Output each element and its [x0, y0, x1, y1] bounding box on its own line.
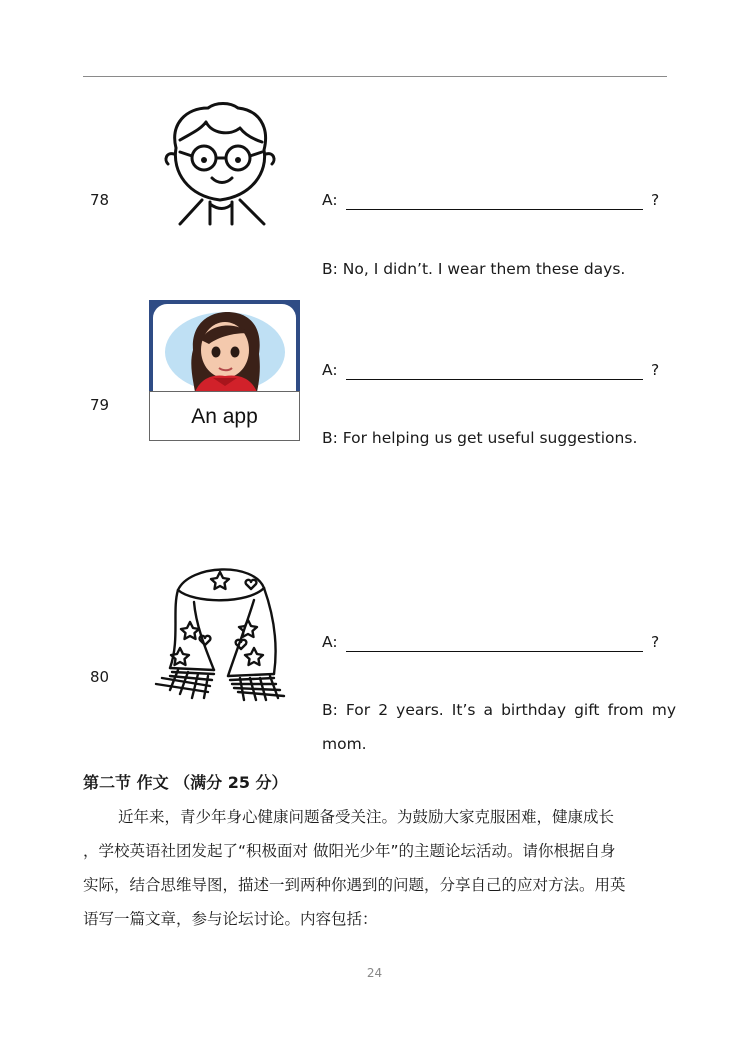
section-heading: 第二节 作文 （满分 25 分）: [83, 773, 288, 792]
answer-a-label: A:: [322, 191, 338, 209]
paragraph-line: 语写一篇文章，参与论坛讨论。内容包括：: [83, 910, 378, 928]
star-scarf-icon: [150, 560, 290, 702]
answer-blank[interactable]: [346, 651, 643, 652]
boy-with-glasses-icon: [160, 100, 280, 226]
answer-b-line: B: For helping us get useful suggestions.: [322, 429, 638, 447]
answer-blank[interactable]: [346, 209, 643, 210]
header-rule: [83, 76, 667, 77]
answer-b-line-continued: mom.: [322, 735, 367, 753]
question-mark: ?: [651, 361, 660, 379]
question-number: 79: [90, 396, 110, 414]
page-number: 24: [366, 966, 383, 980]
answer-a-label: A:: [322, 361, 338, 379]
answer-a-label: A:: [322, 633, 338, 651]
question-number: 80: [90, 668, 110, 686]
paragraph-line: 近年来，青少年身心健康问题备受关注。为鼓励大家克服困难，健康成长: [118, 808, 615, 826]
question-mark: ?: [651, 633, 660, 651]
answer-blank[interactable]: [346, 379, 643, 380]
paragraph-line: ，学校英语社团发起了“积极面对 做阳光少年”的主题论坛活动。请你根据自身: [83, 842, 616, 860]
question-mark: ?: [651, 191, 660, 209]
question-number: 78: [90, 191, 110, 209]
ai-assistant-avatar-icon: [149, 300, 300, 392]
app-caption: An app: [149, 391, 300, 441]
paragraph-line: 实际，结合思维导图，描述一到两种你遇到的问题，分享自己的应对方法。用英: [83, 876, 626, 894]
answer-b-line: B: For 2 years. It’s a birthday gift from my: [322, 701, 676, 719]
answer-b-line: B: No, I didn’t. I wear them these days.: [322, 260, 626, 278]
